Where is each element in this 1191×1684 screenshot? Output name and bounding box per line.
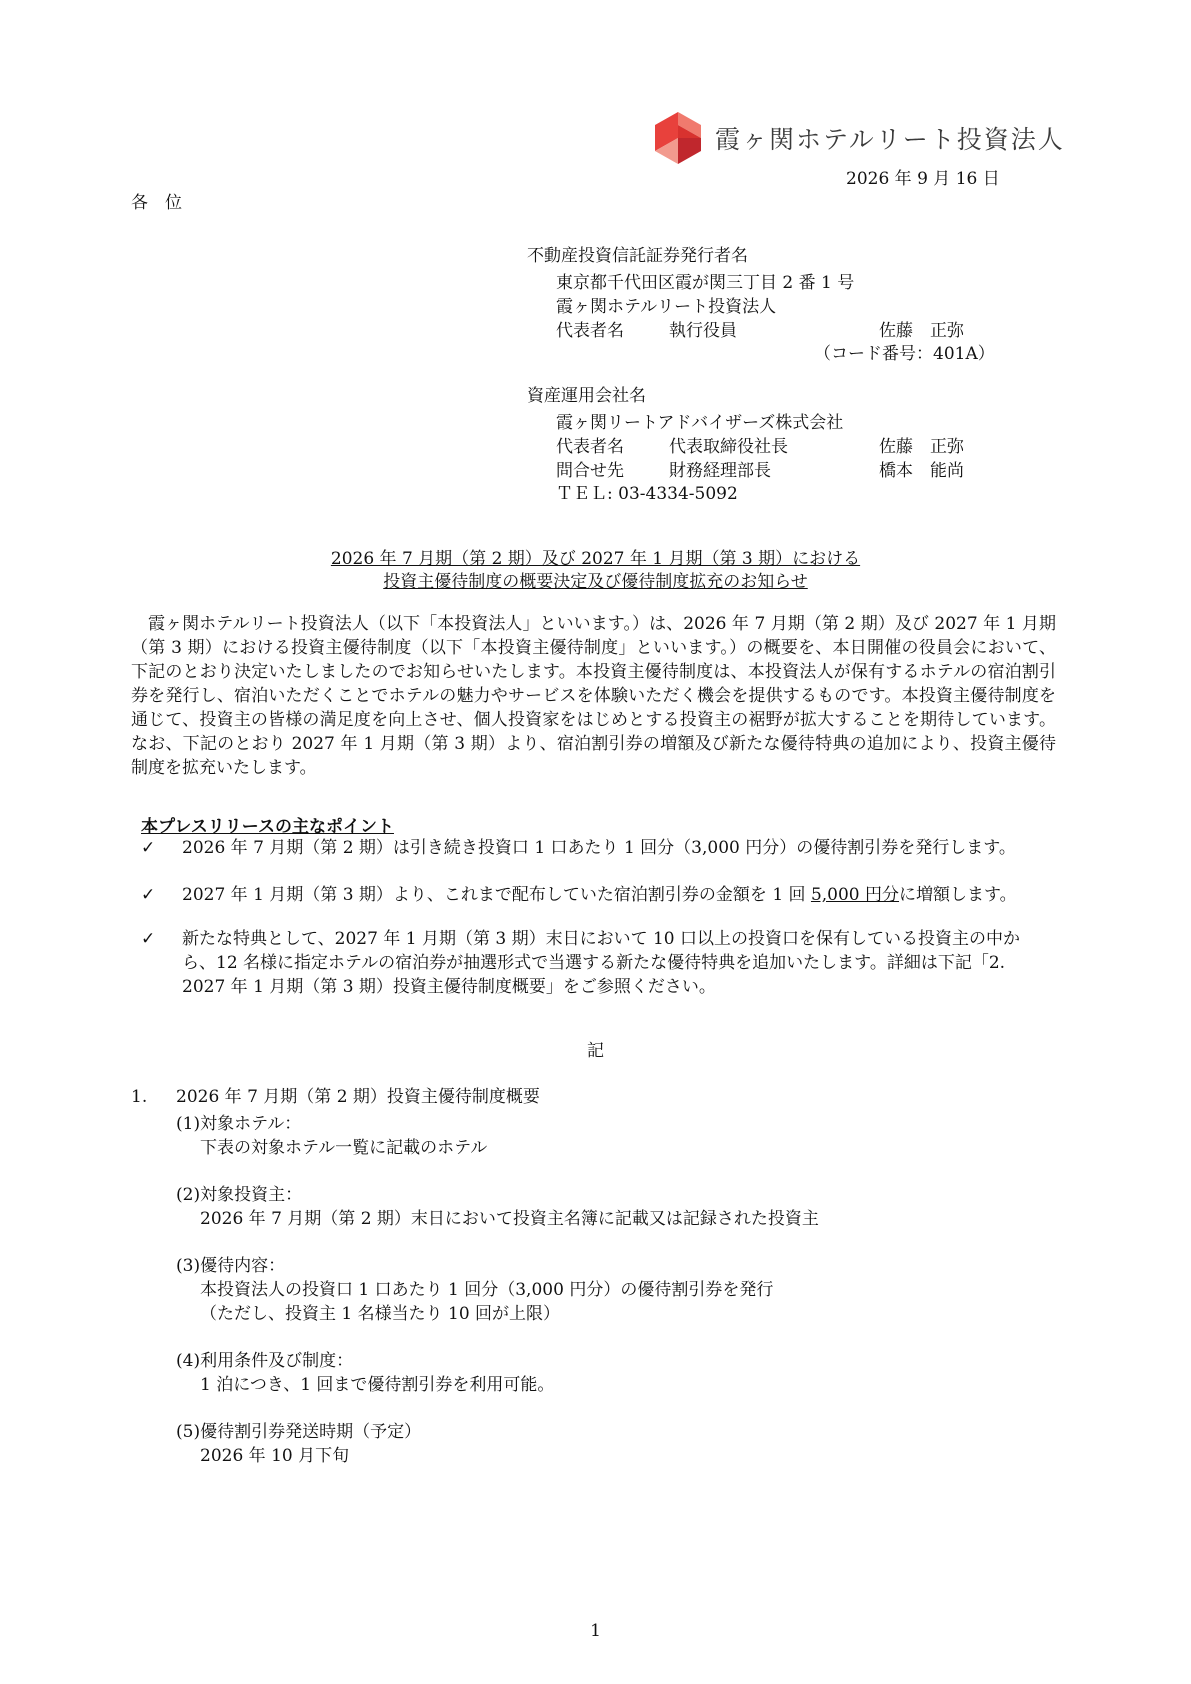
manager-label: 資産運用会社名 (527, 386, 646, 406)
point-item-pre: 2027 年 1 月期（第 3 期）より、これまで配布していた宿泊割引券の金額を 1 回 (182, 885, 811, 905)
section1-number: 1. (131, 1087, 148, 1107)
section1-item-label: (4)利用条件及び制度： (176, 1351, 354, 1371)
ki-marker: 記 (587, 1041, 604, 1061)
section1-item-label: (2)対象投資主： (176, 1185, 303, 1205)
logo-mark-icon (655, 112, 701, 164)
document-title-line2: 投資主優待制度の概要決定及び優待制度拡充のお知らせ (383, 572, 808, 592)
section1-item-label: (1)対象ホテル： (176, 1114, 302, 1134)
section1-item-text: 2026 年 7 月期（第 2 期）末日において投資主名簿に記載又は記録された投資主 (200, 1209, 819, 1229)
issuer-label: 不動産投資信託証券発行者名 (527, 246, 748, 266)
checkmark-icon: ✓ (141, 885, 156, 905)
company-logo (655, 112, 1065, 164)
point-item-post: に増額します。 (899, 885, 1017, 905)
point-item: 新たな特典として、2027 年 1 月期（第 3 期）末日において 10 口以上の投資口を保有している投資主の中から、12 名様に指定ホテルの宿泊券が抽選形式で当選する新たな優待特典を追加いたします。詳細は下記「2. 2027 年 1 月期（第 3 期）投資主優待制度概要」をご参照ください。 (182, 929, 1021, 997)
section1-item-label: (3)優待内容： (176, 1256, 286, 1276)
section1-item-text: 1 泊につき、1 回まで優待割引券を利用可能。 (200, 1375, 555, 1395)
point-item (182, 883, 1047, 907)
section1-item-text: 下表の対象ホテル一覧に記載のホテル (200, 1138, 488, 1158)
issuer-name: 霞ヶ関ホテルリート投資法人 (556, 297, 777, 317)
release-date: 2026 年 9 月 16 日 (846, 169, 1000, 189)
recipients: 各 位 (131, 193, 182, 213)
manager-contact-name: 橋本 能尚 (879, 461, 964, 481)
checkmark-icon: ✓ (141, 929, 156, 949)
manager-name: 霞ヶ関リートアドバイザーズ株式会社 (556, 413, 844, 433)
issuer-rep-name: 佐藤 正弥 (879, 321, 964, 341)
document-title-line1: 2026 年 7 月期（第 2 期）及び 2027 年 1 月期（第 3 期）における (330, 549, 861, 569)
manager-contact-title: 財務経理部長 (669, 461, 771, 481)
logo-text: 霞ヶ関ホテルリート投資法人 (715, 125, 1065, 154)
manager-tel: ＴＥＬ: 03-4334-5092 (556, 484, 738, 504)
issuer-address: 東京都千代田区霞が関三丁目 2 番 1 号 (556, 273, 855, 293)
section1-title: 2026 年 7 月期（第 2 期）投資主優待制度概要 (176, 1087, 540, 1107)
manager-contact-label: 問合せ先 (556, 461, 624, 481)
page-number: 1 (590, 1621, 601, 1641)
manager-rep-label: 代表者名 (556, 437, 624, 457)
intro-paragraph: 霞ヶ関ホテルリート投資法人（以下「本投資法人」といいます。）は、2026 年 7 月期（第 2 期）及び 2027 年 1 月期（第 3 期）における投資主優待制度（以下「本投資主優待制度」といいます。）の概要を、本日開催の役員会において、下記のとおり決定いたしましたのでお知らせいたします。本投資主優待制度は、本投資法人が保有するホテルの宿泊割引券を発行し、宿泊いただくことでホテルの魅力やサービスを体験いただく機会を提供するものです。本投資主優待制度を通じて、投資主の皆様の満足度を向上させ、個人投資家をはじめとする投資主の裾野が拡大することを期待しています。なお、下記のとおり 2027 年 1 月期（第 3 期）より、宿泊割引券の増額及び新たな優待特典の追加により、投資主優待制度を拡充いたします。 (131, 614, 1056, 778)
point-item-emphasis: 5,000 円分 (810, 885, 900, 905)
checkmark-icon: ✓ (141, 838, 156, 858)
point-item: 2026 年 7 月期（第 2 期）は引き続き投資口 1 口あたり 1 回分（3,000 円分）の優待割引券を発行します。 (182, 838, 1016, 858)
manager-rep-title: 代表取締役社長 (669, 437, 788, 457)
issuer-rep-label: 代表者名 (556, 321, 624, 341)
issuer-rep-title: 執行役員 (669, 321, 737, 341)
section1-item-label: (5)優待割引券発送時期（予定） (176, 1422, 422, 1442)
points-heading: 本プレスリリースの主なポイント (141, 817, 394, 837)
section1-item-text: （ただし、投資主 1 名様当たり 10 回が上限） (200, 1304, 561, 1324)
manager-rep-name: 佐藤 正弥 (879, 437, 964, 457)
section1-item-text: 2026 年 10 月下旬 (200, 1446, 350, 1466)
issuer-code: （コード番号：401A） (814, 344, 995, 364)
section1-item-text: 本投資法人の投資口 1 口あたり 1 回分（3,000 円分）の優待割引券を発行 (200, 1280, 774, 1300)
